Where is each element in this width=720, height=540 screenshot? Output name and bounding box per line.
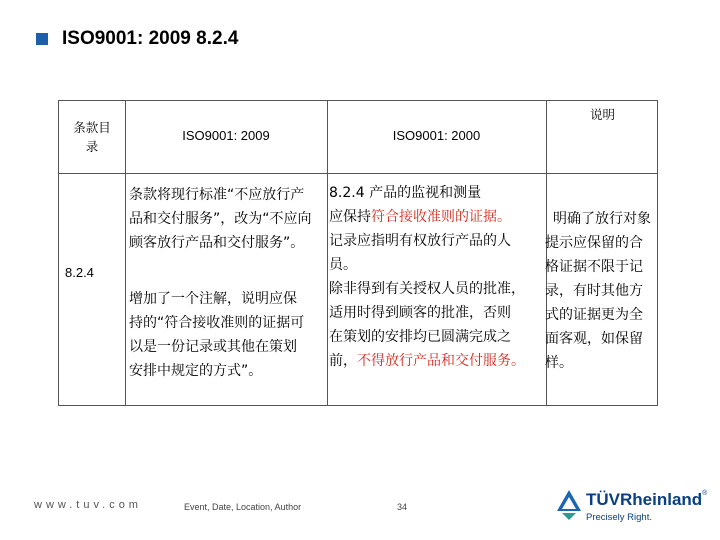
text-line: 品和交付服务”，改为“不应向 (129, 211, 312, 227)
footer-page-number: 34 (397, 502, 408, 512)
footer-website: www.tuv.com (34, 499, 142, 511)
text-line: 持的“符合接收准则的证据可 (129, 315, 305, 331)
tuv-triangle-icon (556, 489, 582, 521)
text-line: 明确了放行对象 (553, 211, 651, 227)
text-line: 增加了一个注解，说明应保 (129, 291, 297, 307)
header-clause-line: 条款目 (73, 120, 111, 135)
text-line: 条款将现行标准“不应放行产 (129, 187, 305, 203)
header-clause (59, 118, 125, 156)
iso2009-paragraph-1 (129, 183, 325, 255)
text-line: 录，有时其他方 (545, 283, 643, 299)
table-divider (59, 173, 657, 174)
logo-brand-text: TÜVRheinland (586, 490, 703, 509)
slide-title (36, 28, 238, 50)
comparison-table (58, 100, 658, 406)
header-clause-line: 录 (85, 139, 99, 154)
logo-slogan: Precisely Right. (586, 512, 652, 523)
text-line (329, 349, 546, 373)
table-divider (125, 101, 126, 405)
iso2000-text (329, 181, 546, 373)
table-divider (327, 101, 328, 405)
header-iso2000: ISO9001: 2000 (392, 128, 481, 143)
text-line: 在策划的安排均已圆满完成之 (329, 329, 511, 345)
text-line: 以是一份记录或其他在策划 (129, 339, 297, 355)
text-line (329, 205, 546, 229)
slide-title-text: ISO9001: 2009 8.2.4 (62, 28, 239, 49)
text-line: 记录应指明有权放行产品的人 (329, 233, 511, 249)
text-segment: 应保持 (329, 209, 371, 225)
emphasis-text: 不得放行产品和交付服务。 (357, 353, 525, 369)
footer-event-info: Event, Date, Location, Author (184, 502, 302, 512)
header-note: 说明 (589, 107, 615, 122)
header-iso2009: ISO9001: 2009 (182, 128, 270, 143)
text-line: 员。 (329, 257, 357, 273)
text-line: 适用时得到顾客的批准，否则 (329, 305, 511, 321)
logo-brand (586, 490, 707, 510)
text-line: 8.2.4 产品的监视和测量 (329, 185, 482, 201)
tuv-logo (556, 488, 708, 528)
note-text (545, 207, 657, 375)
text-line: 提示应保留的合 (545, 235, 643, 251)
registered-mark: ® (702, 490, 708, 497)
iso2009-paragraph-2 (129, 287, 325, 383)
text-line: 顾客放行产品和交付服务”。 (129, 235, 305, 251)
text-line: 式的证据更为全 (545, 307, 643, 323)
text-line: 安排中规定的方式”。 (129, 363, 263, 379)
text-line: 面客观，如保留 (545, 331, 643, 347)
text-line: 格证据不限于记 (545, 259, 643, 275)
text-line: 除非得到有关授权人员的批准， (329, 281, 525, 297)
title-bullet-square (36, 33, 48, 45)
clause-number: 8.2.4 (65, 265, 94, 280)
emphasis-text: 符合接收准则的证据。 (371, 209, 511, 225)
text-segment: 前， (329, 353, 357, 369)
text-line: 样。 (545, 355, 573, 371)
